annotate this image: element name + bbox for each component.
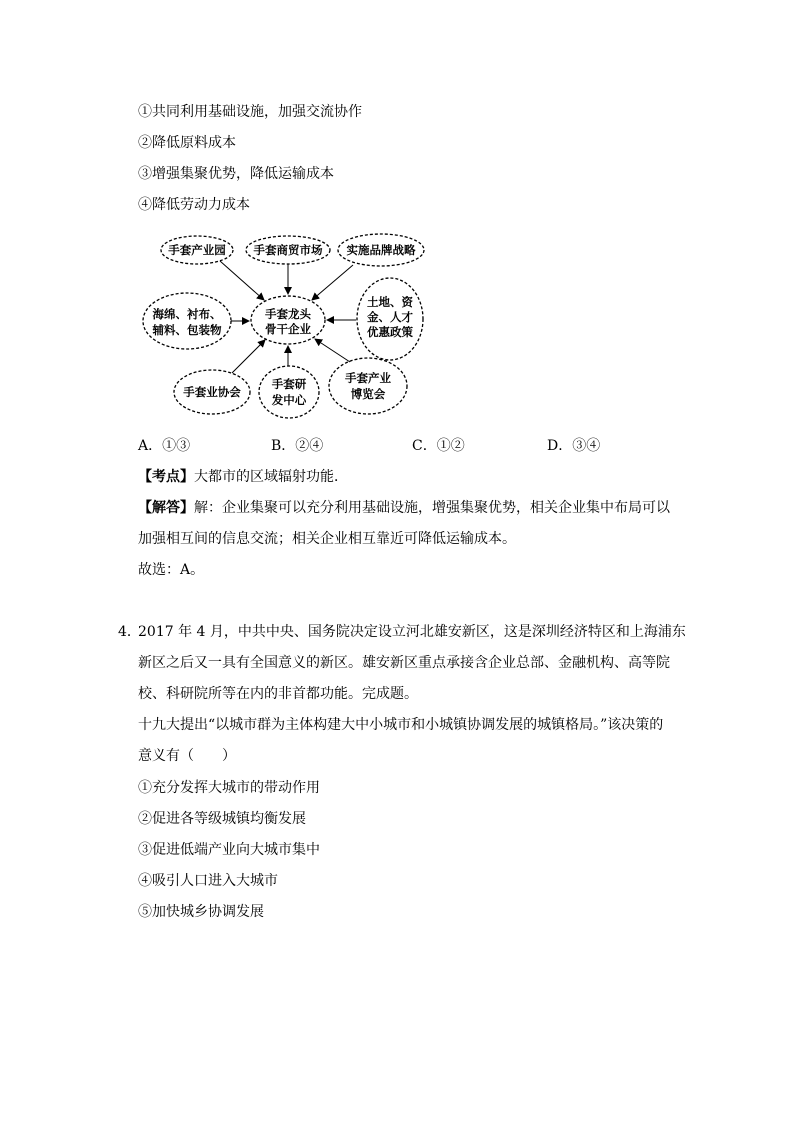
question-4-line-4: 十九大提出“以城市群为主体构建大中小城市和小城镇协调发展的城镇格局。”该决策的: [138, 717, 664, 733]
answer-option-d[interactable]: D．③④: [547, 438, 601, 454]
label-policy-1: 土地、资: [367, 295, 413, 309]
question-4-number: 4．: [118, 624, 141, 640]
label-rd-1: 手套研: [271, 377, 307, 391]
node-rd: [259, 366, 319, 418]
kaodian-line: [138, 467, 348, 487]
choice-line: 故选：A。: [138, 562, 205, 578]
label-brand: 实施品牌战略: [346, 243, 416, 257]
question-4-line-5: 意义有（ ）: [138, 748, 236, 764]
kaodian-text: 大都市的区域辐射功能．: [194, 469, 348, 485]
kaodian-label: 【考点】: [138, 469, 194, 485]
prev-option-3: ③增强集聚优势，降低运输成本: [138, 166, 334, 182]
node-expo: [329, 358, 407, 414]
arrow-park: [220, 261, 264, 300]
node-materials: [143, 293, 231, 349]
label-materials-2: 辅料、包装物: [152, 323, 222, 337]
question-4-line-2: 新区之后又一具有全国意义的新区。雄安新区重点承接含企业总部、金融机构、高等院: [138, 655, 670, 671]
question-4-line-1: 2017 年 4 月，中共中央、国务院决定设立河北雄安新区，这是深圳经济特区和上海浦东: [138, 624, 686, 640]
prev-option-4: ④降低劳动力成本: [138, 197, 250, 213]
question-4-option-2: ②促进各等级城镇均衡发展: [138, 811, 306, 827]
question-4-option-4: ④吸引人口进入大城市: [138, 873, 278, 889]
label-association: 手套业协会: [183, 385, 241, 399]
arrow-association: [232, 340, 265, 373]
label-policy-3: 优惠政策: [367, 325, 413, 339]
label-center-2: 骨干企业: [265, 322, 311, 336]
label-rd-2: 发中心: [271, 393, 307, 407]
question-4-option-3: ③促进低端产业向大城市集中: [138, 842, 320, 858]
jieda-line-2: 加强相互间的信息交流；相关企业相互靠近可降低运输成本。: [138, 531, 516, 547]
arrow-brand: [312, 265, 353, 300]
answer-option-a[interactable]: A．①③: [138, 438, 191, 454]
prev-option-2: ②降低原料成本: [138, 135, 236, 151]
label-expo-1: 手套产业: [345, 371, 391, 385]
label-materials-1: 海绵、衬布、: [152, 307, 222, 321]
label-market: 手套商贸市场: [253, 243, 323, 257]
prev-option-1: ①共同利用基础设施，加强交流协作: [138, 104, 362, 120]
label-park: 手套产业园: [168, 243, 226, 257]
question-4-option-1: ①充分发挥大城市的带动作用: [138, 780, 320, 796]
jieda-line-1: [138, 498, 670, 518]
jieda-label: 【解答】: [138, 500, 194, 516]
label-policy-2: 金、人才: [367, 310, 413, 324]
label-expo-2: 博览会: [350, 387, 386, 401]
label-center-1: 手套龙头: [265, 307, 311, 321]
question-4-line-3: 校、科研院所等在内的非首都功能。完成题。: [138, 686, 418, 702]
arrow-expo: [315, 339, 350, 362]
answer-option-b[interactable]: B．②④: [271, 438, 324, 454]
answer-option-c[interactable]: C．①②: [412, 438, 465, 454]
question-4-option-5: ⑤加快城乡协调发展: [138, 904, 264, 920]
glove-industry-diagram: [140, 228, 440, 420]
jieda-text-1: 解：企业集聚可以充分利用基础设施，增强集聚优势，相关企业集中布局可以: [194, 500, 670, 516]
